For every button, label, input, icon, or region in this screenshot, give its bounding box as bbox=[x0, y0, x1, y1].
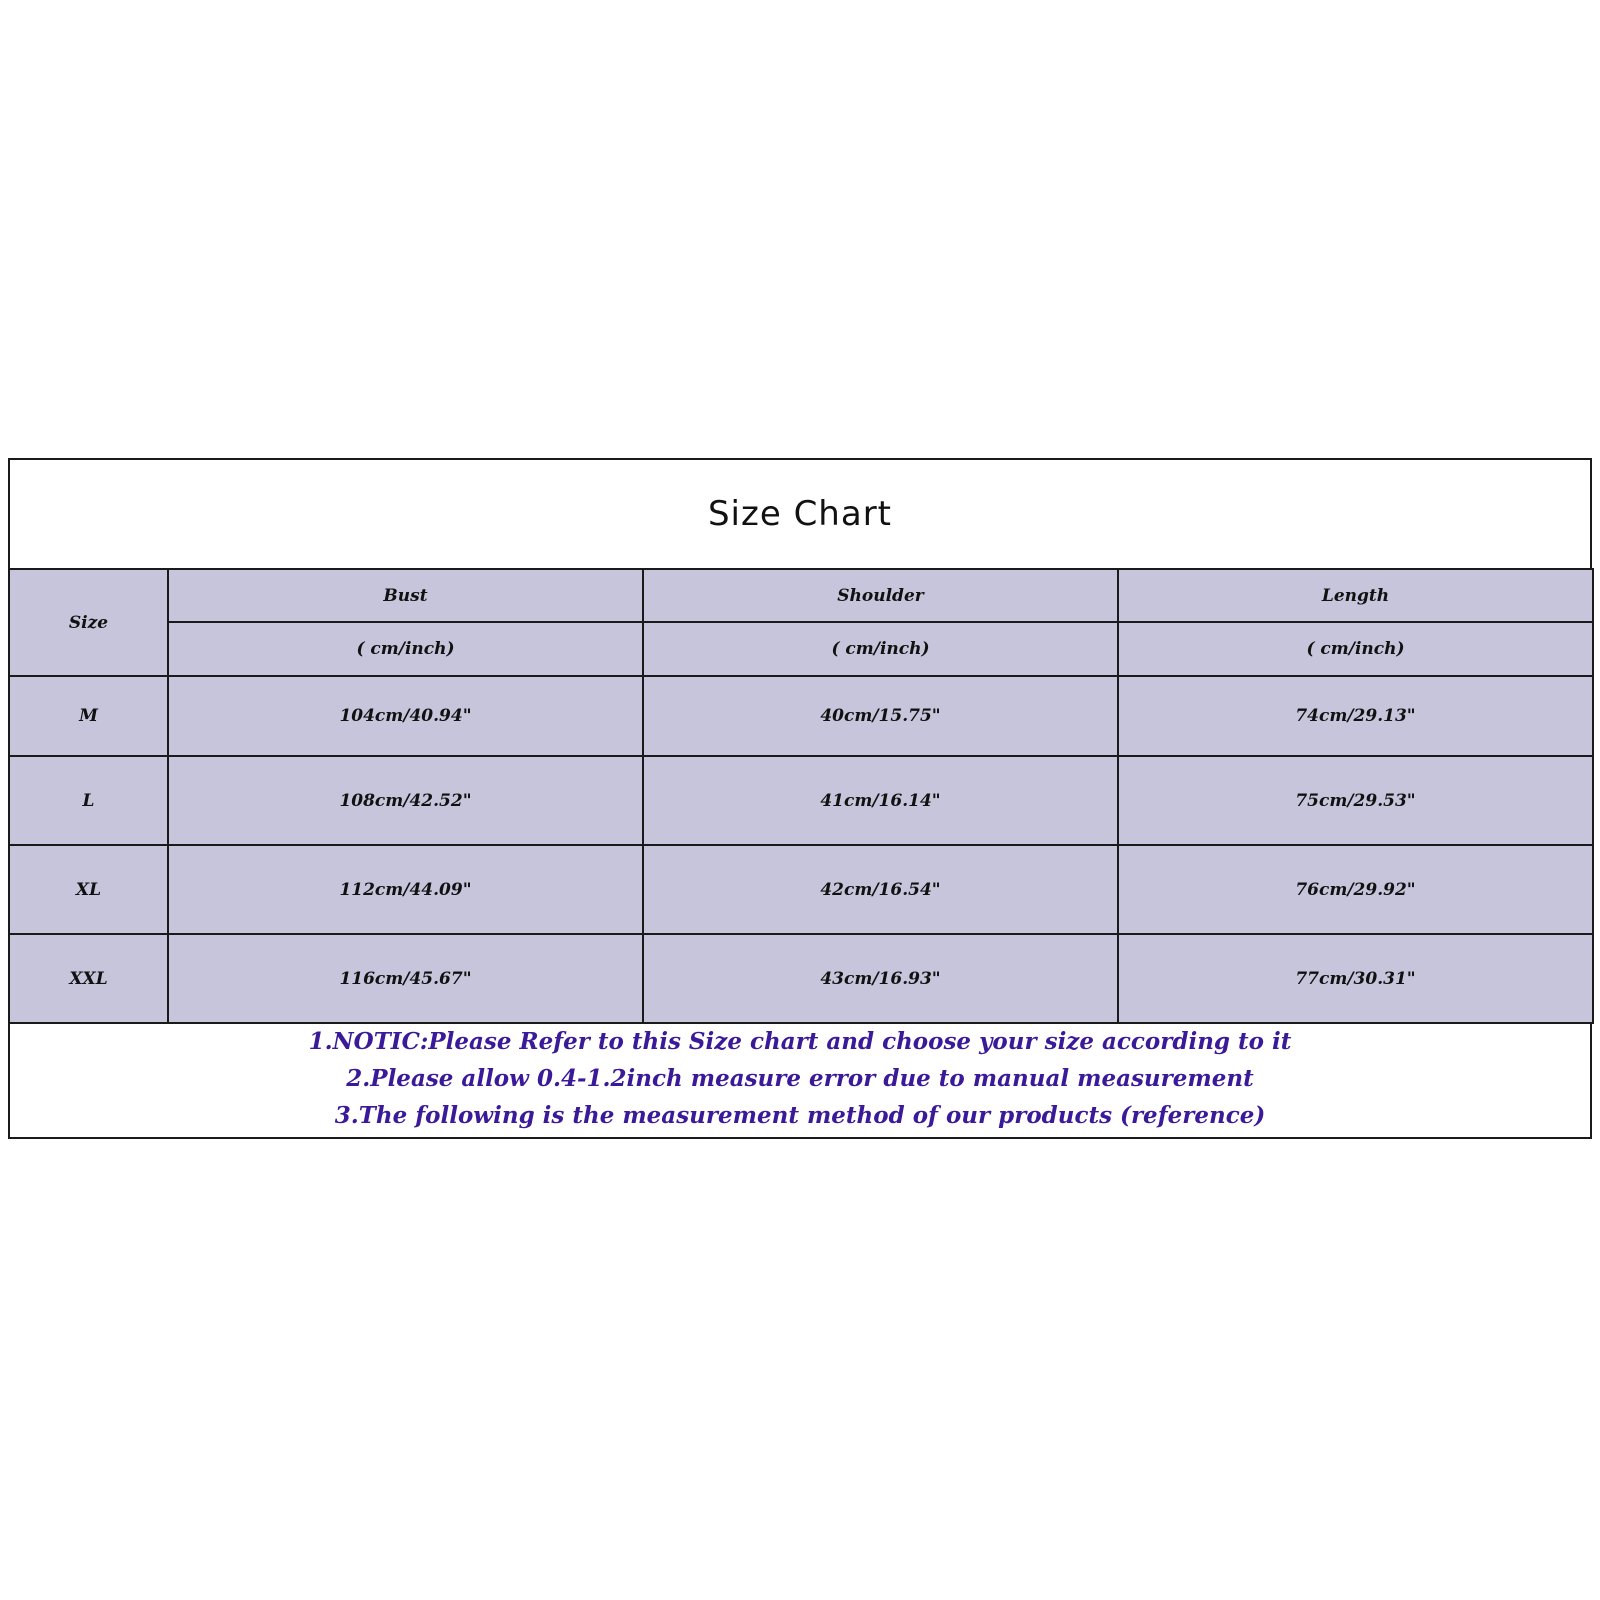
bust-column-header: Bust bbox=[168, 569, 643, 622]
shoulder-column-header: Shoulder bbox=[643, 569, 1118, 622]
bust-unit-label: ( cm/inch) bbox=[168, 622, 643, 676]
bust-cell: 108cm/42.52" bbox=[168, 756, 643, 845]
table-header-row bbox=[9, 569, 1593, 622]
bust-cell: 116cm/45.67" bbox=[168, 934, 643, 1023]
shoulder-cell: 43cm/16.93" bbox=[643, 934, 1118, 1023]
length-unit-label: ( cm/inch) bbox=[1118, 622, 1593, 676]
length-cell: 77cm/30.31" bbox=[1118, 934, 1593, 1023]
table-row bbox=[9, 676, 1593, 756]
size-cell: XXL bbox=[9, 934, 168, 1023]
size-cell: M bbox=[9, 676, 168, 756]
note-line: 3.The following is the measurement method of our products (reference) bbox=[334, 1101, 1266, 1129]
size-chart bbox=[8, 458, 1592, 1139]
table-row bbox=[9, 845, 1593, 934]
bust-cell: 112cm/44.09" bbox=[168, 845, 643, 934]
table-unit-row bbox=[9, 622, 1593, 676]
notes-section bbox=[10, 1019, 1590, 1137]
bust-cell: 104cm/40.94" bbox=[168, 676, 643, 756]
note-line: 1.NOTIC:Please Refer to this Size chart and choose your size according to it bbox=[308, 1027, 1292, 1055]
shoulder-cell: 40cm/15.75" bbox=[643, 676, 1118, 756]
shoulder-cell: 42cm/16.54" bbox=[643, 845, 1118, 934]
shoulder-unit-label: ( cm/inch) bbox=[643, 622, 1118, 676]
size-cell: L bbox=[9, 756, 168, 845]
size-cell: XL bbox=[9, 845, 168, 934]
size-column-header: Size bbox=[9, 569, 168, 676]
table-row bbox=[9, 756, 1593, 845]
note-line: 2.Please allow 0.4-1.2inch measure error due to manual measurement bbox=[346, 1064, 1254, 1092]
length-cell: 75cm/29.53" bbox=[1118, 756, 1593, 845]
length-cell: 76cm/29.92" bbox=[1118, 845, 1593, 934]
size-table bbox=[8, 568, 1594, 1024]
length-cell: 74cm/29.13" bbox=[1118, 676, 1593, 756]
table-row bbox=[9, 934, 1593, 1023]
shoulder-cell: 41cm/16.14" bbox=[643, 756, 1118, 845]
length-column-header: Length bbox=[1118, 569, 1593, 622]
chart-title: Size Chart bbox=[707, 494, 893, 534]
